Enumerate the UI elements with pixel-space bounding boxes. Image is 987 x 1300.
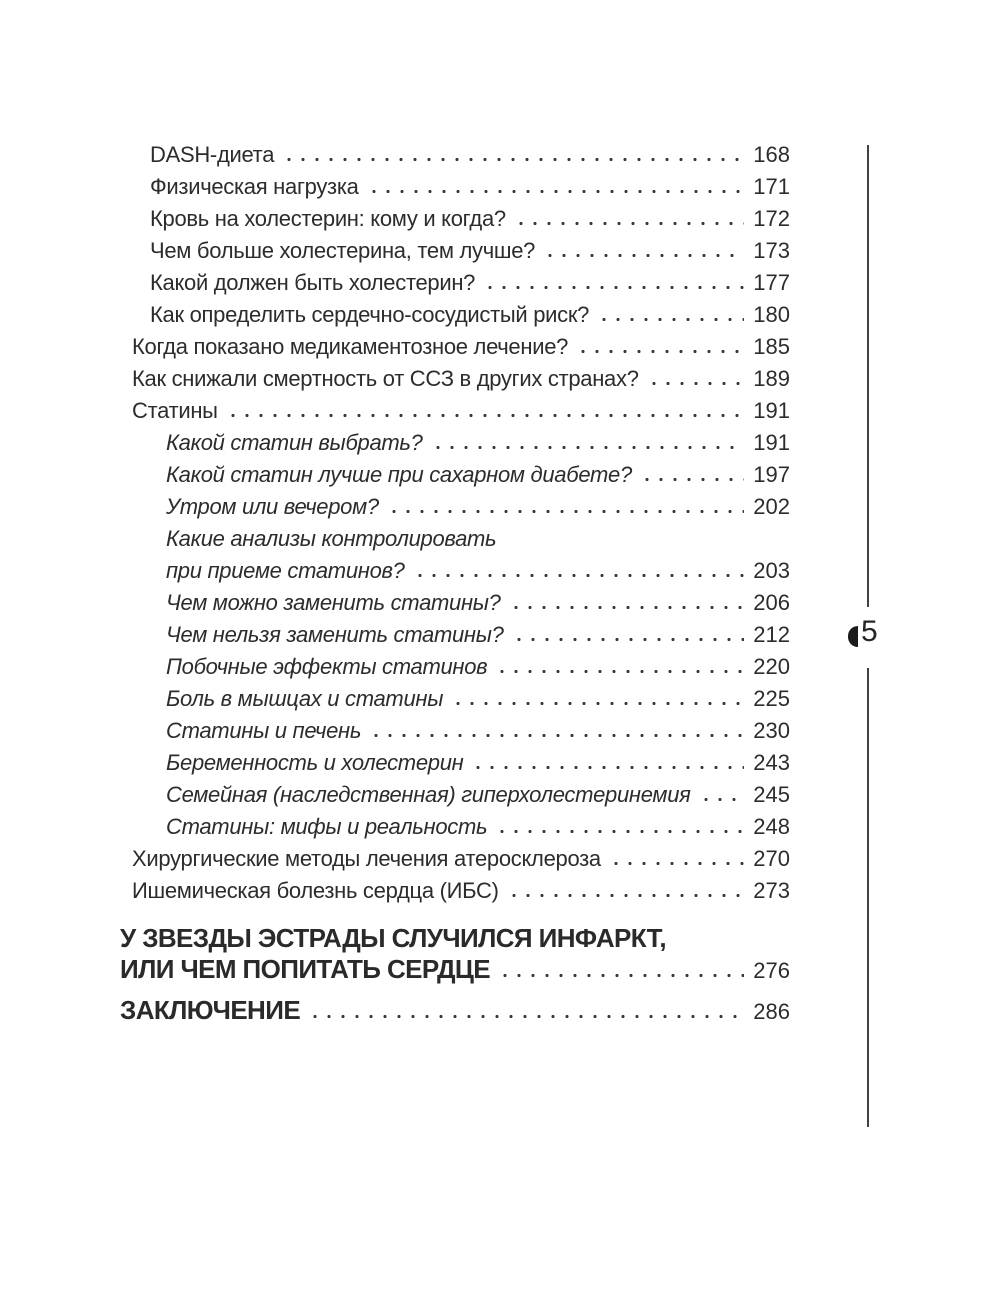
toc-chapter-heading bbox=[120, 995, 790, 1026]
toc-entry-title: Чем можно заменить статины? bbox=[166, 590, 501, 615]
toc-entry-title: Какой статин лучше при сахарном диабете? bbox=[166, 462, 632, 487]
dot-leader bbox=[369, 734, 744, 737]
toc-chapter-heading bbox=[120, 954, 790, 985]
toc-entry-page: 180 bbox=[753, 302, 790, 327]
dot-leader bbox=[576, 350, 744, 353]
toc-entry-title: Какие анализы контролировать bbox=[166, 526, 497, 551]
dot-leader bbox=[226, 414, 744, 417]
toc-entry bbox=[120, 686, 790, 718]
dot-leader bbox=[498, 974, 744, 977]
margin-rule bbox=[867, 668, 869, 1127]
toc-entry bbox=[120, 206, 790, 238]
dot-leader bbox=[647, 382, 744, 385]
toc-entry-title: Как снижали смертность от ССЗ в других странах? bbox=[132, 366, 639, 391]
toc-entry-page: 206 bbox=[753, 590, 790, 615]
dot-leader bbox=[367, 190, 744, 193]
dot-leader bbox=[282, 158, 744, 161]
toc-entry-title: Чем нельзя заменить статины? bbox=[166, 622, 504, 647]
toc-entry-page: 191 bbox=[753, 430, 790, 455]
toc-entry-page: 191 bbox=[753, 398, 790, 423]
toc-entry-title: Физическая нагрузка bbox=[150, 174, 359, 199]
dot-leader bbox=[495, 670, 744, 673]
toc-entry-title: Боль в мышцах и статины bbox=[166, 686, 444, 711]
toc-entry-page: 248 bbox=[753, 814, 790, 839]
left-half-disc-icon bbox=[848, 626, 858, 647]
toc-entry-page: 203 bbox=[753, 558, 790, 583]
toc-entry bbox=[120, 878, 790, 910]
toc-entry-title: Утром или вечером? bbox=[166, 494, 379, 519]
toc-entry bbox=[120, 590, 790, 622]
toc-chapter-title: ЗАКЛЮЧЕНИЕ bbox=[120, 995, 301, 1025]
toc-entry bbox=[120, 718, 790, 750]
toc-entry-page: 273 bbox=[753, 878, 790, 903]
dot-leader bbox=[413, 574, 744, 577]
dot-leader bbox=[514, 222, 744, 225]
toc-entry bbox=[120, 174, 790, 206]
toc-entry-title: Статины bbox=[132, 398, 218, 423]
dot-leader bbox=[495, 830, 744, 833]
toc-entry bbox=[120, 238, 790, 270]
toc-entry-title: Какой статин выбрать? bbox=[166, 430, 423, 455]
dot-leader bbox=[597, 318, 744, 321]
toc-entry bbox=[120, 846, 790, 878]
toc-entry-page: 245 bbox=[753, 782, 790, 807]
table-of-contents bbox=[120, 142, 790, 1026]
toc-entry-title: Какой должен быть холестерин? bbox=[150, 270, 476, 295]
toc-entry bbox=[120, 462, 790, 494]
toc-entry bbox=[120, 494, 790, 526]
toc-entry-page: 286 bbox=[753, 999, 790, 1024]
toc-entry bbox=[120, 142, 790, 174]
toc-entry-title: Беременность и холестерин bbox=[166, 750, 464, 775]
toc-entry-page: 168 bbox=[753, 142, 790, 167]
dot-leader bbox=[308, 1015, 744, 1018]
toc-entry bbox=[120, 366, 790, 398]
dot-leader bbox=[640, 478, 744, 481]
toc-entry-title: Статины и печень bbox=[166, 718, 362, 743]
toc-entry-title: Кровь на холестерин: кому и когда? bbox=[150, 206, 506, 231]
dot-leader bbox=[483, 286, 744, 289]
margin-rule bbox=[867, 145, 869, 607]
toc-entry-title: DASH-диета bbox=[150, 142, 275, 167]
toc-entry-page: 177 bbox=[753, 270, 790, 295]
toc-entry-page: 173 bbox=[753, 238, 790, 263]
toc-entry bbox=[120, 622, 790, 654]
toc-entry bbox=[120, 270, 790, 302]
toc-entry-title: Когда показано медикаментозное лечение? bbox=[132, 334, 569, 359]
dot-leader bbox=[543, 254, 744, 257]
margin-page-number: 5 bbox=[861, 615, 878, 648]
toc-entry-page: 276 bbox=[753, 958, 790, 983]
toc-entry bbox=[120, 782, 790, 814]
toc-entry bbox=[120, 430, 790, 462]
dot-leader bbox=[507, 894, 744, 897]
toc-entry-title: Статины: мифы и реальность bbox=[166, 814, 488, 839]
toc-entry-page: 202 bbox=[753, 494, 790, 519]
toc-chapter-heading bbox=[120, 923, 790, 954]
dot-leader bbox=[699, 798, 744, 801]
toc-entry bbox=[120, 398, 790, 430]
toc-entry-page: 171 bbox=[753, 174, 790, 199]
toc-entry-page: 270 bbox=[753, 846, 790, 871]
toc-entry-page: 189 bbox=[753, 366, 790, 391]
toc-entry bbox=[120, 302, 790, 334]
dot-leader bbox=[509, 606, 744, 609]
toc-entry-title: Семейная (наследственная) гиперхолестеринемия bbox=[166, 782, 691, 807]
toc-entry bbox=[120, 334, 790, 366]
toc-entry-title: Ишемическая болезнь сердца (ИБС) bbox=[132, 878, 499, 903]
toc-entry-title: Хирургические методы лечения атеросклероза bbox=[132, 846, 601, 871]
toc-entry bbox=[120, 526, 790, 558]
dot-leader bbox=[609, 862, 744, 865]
toc-entry bbox=[120, 814, 790, 846]
toc-entry-title: Чем больше холестерина, тем лучше? bbox=[150, 238, 536, 263]
toc-entry-page: 212 bbox=[753, 622, 790, 647]
dot-leader bbox=[451, 702, 744, 705]
toc-entry bbox=[120, 558, 790, 590]
toc-entry-title: Как определить сердечно-сосудистый риск? bbox=[150, 302, 590, 327]
toc-entry-page: 243 bbox=[753, 750, 790, 775]
toc-chapter-title: У ЗВЕЗДЫ ЭСТРАДЫ СЛУЧИЛСЯ ИНФАРКТ, bbox=[120, 923, 666, 953]
toc-entry-page: 172 bbox=[753, 206, 790, 231]
toc-entry-page: 197 bbox=[753, 462, 790, 487]
toc-entry-title: при приеме статинов? bbox=[166, 558, 405, 583]
dot-leader bbox=[387, 510, 744, 513]
dot-leader bbox=[431, 446, 744, 449]
dot-leader bbox=[471, 766, 744, 769]
toc-entry-page: 225 bbox=[753, 686, 790, 711]
toc-entry-page: 230 bbox=[753, 718, 790, 743]
toc-entry-title: Побочные эффекты статинов bbox=[166, 654, 488, 679]
margin-page-marker bbox=[848, 617, 878, 647]
toc-entry-page: 185 bbox=[753, 334, 790, 359]
dot-leader bbox=[512, 638, 744, 641]
toc-entry-page: 220 bbox=[753, 654, 790, 679]
toc-chapter-title: ИЛИ ЧЕМ ПОПИТАТЬ СЕРДЦЕ bbox=[120, 954, 491, 984]
toc-entry bbox=[120, 750, 790, 782]
toc-entry bbox=[120, 654, 790, 686]
